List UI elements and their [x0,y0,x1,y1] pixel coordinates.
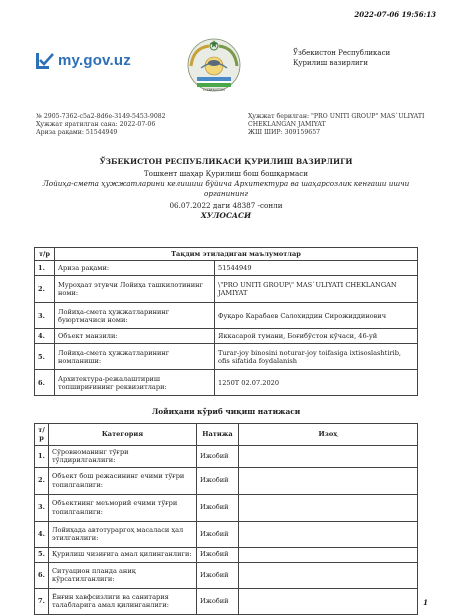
row-label: Ариза рақами: [55,261,215,276]
row-category: Лойиҳада автотураргоҳ масаласи ҳал этилганлиги: [49,521,197,547]
row-result: Ижобий [197,588,239,614]
row-number: 3. [35,494,49,521]
logo-text: my.gov.uz [58,52,131,69]
table-row [35,521,418,547]
row-label: Лойиҳа-смета ҳужжатларининг буюртмачиси номи: [55,303,215,329]
date-line: 06.07.2022 даги 48387 -сонли [169,201,283,210]
table-row [35,494,418,521]
column-header-num: т/р [35,424,49,446]
row-result: Ижобий [197,562,239,588]
body-line2: органининг [204,188,248,198]
row-note [239,521,418,547]
column-header-category: Категория [49,424,197,446]
row-result: Ижобий [197,494,239,521]
conclusion-heading: ХУЛОСАСИ [200,211,252,220]
table-row [35,547,418,562]
row-number: 6. [35,562,49,588]
row-number: 2. [35,467,49,494]
organization-line1: Ўзбекистон Республикаси [293,49,391,57]
issued-to-cont: CHEKLANGAN JAMIYAT [248,121,326,128]
document-id: № 2905-7362-c5a2-8d6e-3149-5453-9082 [36,113,166,120]
emblem-text: O'ZBEKISTON [203,88,225,92]
row-value: Яккасарой тумани, Боғибўстон кўчаси, 46-уй [215,329,418,344]
document-meta-left [36,113,166,137]
organization-block [293,48,390,68]
row-value: \"PRO UNITI GROUP\" MAS`ULIYATI CHEKLANGAN JAMIYAT [215,276,418,303]
column-header-note: Изоҳ [239,424,418,446]
table-row [35,276,418,303]
review-results-heading: Лойиҳани кўриб чиқиш натижаси [151,407,301,416]
row-label: Муроҳаат этувчи Лойиҳа ташкилотининг номи: [55,276,215,303]
table-row [35,588,418,614]
document-subtitle: Тошкент шаҳар Қурилиш бош бошқармаси [143,169,309,178]
application-number: Ариза рақами: 51544949 [36,129,118,136]
row-note [239,547,418,562]
table-row [35,303,418,329]
row-number: 3. [35,303,55,329]
state-emblem-icon [183,32,245,94]
table-row [35,370,418,396]
row-category: Сўровноманинг тўғри тўлдирилганлиги: [49,445,197,467]
created-date: Ҳужжат яратилган сана: 2022-07-06 [36,121,156,128]
tin-number: ЖШ ШИР: 309159657 [248,129,321,136]
row-result: Ижобий [197,521,239,547]
document-body [36,179,416,198]
table-row [35,261,418,276]
row-note [239,445,418,467]
submitted-info-table [34,247,418,396]
row-category: Ёнғин хавфсизлиги ва санитария талабларига амал қилинганлиги: [49,588,197,614]
document-title: ЎЗБЕКИСТОН РЕСПУБЛИКАСИ ҚУРИЛИШ ВАЗИРЛИГИ [99,157,353,166]
row-note [239,562,418,588]
row-number: 5. [35,547,49,562]
mygov-logo[interactable] [36,52,131,69]
row-number: 4. [35,521,49,547]
row-category: Ситуацион планда аниқ кўрсатилганлиги: [49,562,197,588]
document-meta-right [248,113,424,137]
row-number: 7. [35,588,49,614]
issued-to: Ҳужжат берилган: "PRO UNITI GROUP" MAS`ULIYATI [248,113,425,120]
organization-line2: Қурилиш вазирлиги [293,59,369,67]
table-header-row [35,424,418,446]
row-label: Лойиҳа-смета ҳужжатларининг номланиши: [55,344,215,370]
row-value: 51544949 [215,261,418,276]
row-note [239,467,418,494]
row-number: 4. [35,329,55,344]
table-header-row [35,248,418,261]
row-value: Turar-joy binosini noturar-joy toifasiga ixtisoslashtirib, ofis sifatida foydalanish [215,344,418,370]
column-header-num: т/р [35,248,55,261]
page-number: 1 [423,598,428,607]
row-number: 1. [35,261,55,276]
table-row [35,445,418,467]
row-note [239,588,418,614]
table-row [35,329,418,344]
row-number: 5. [35,344,55,370]
row-number: 2. [35,276,55,303]
row-label: Объект манзили: [55,329,215,344]
row-category: Қурилиш чизиғига амал қилинганлиги: [49,547,197,562]
timestamp: 2022-07-06 19:56:13 [354,10,436,19]
review-results-table [34,423,418,615]
column-header-info: Тақдим этиладиган маълумотлар [55,248,418,261]
row-category: Объектнинг меъморий ечими тўғри топилганлиги: [49,494,197,521]
row-number: 6. [35,370,55,396]
column-header-result: Натижа [197,424,239,446]
table-row [35,562,418,588]
table-row [35,344,418,370]
row-label: Архитектура-режалаштириш топшириғининг реквизитлари: [55,370,215,396]
row-result: Ижобий [197,467,239,494]
row-result: Ижобий [197,445,239,467]
row-note [239,494,418,521]
row-value: 1250Т 02.07.2020 [215,370,418,396]
row-category: Объект бош режасининг ечими тўғри топилганлиги: [49,467,197,494]
table-row [35,467,418,494]
row-number: 1. [35,445,49,467]
row-value: Фуқаро Карабаев Салохиддин Сирожиддинович [215,303,418,329]
row-result: Ижобий [197,547,239,562]
checkmark-logo-icon [36,53,54,69]
body-line1: Лойиҳа-смета ҳужжатларини келишиш бўйича Архитектура ва шаҳарсозлик кенгаши ишчи [42,179,410,188]
